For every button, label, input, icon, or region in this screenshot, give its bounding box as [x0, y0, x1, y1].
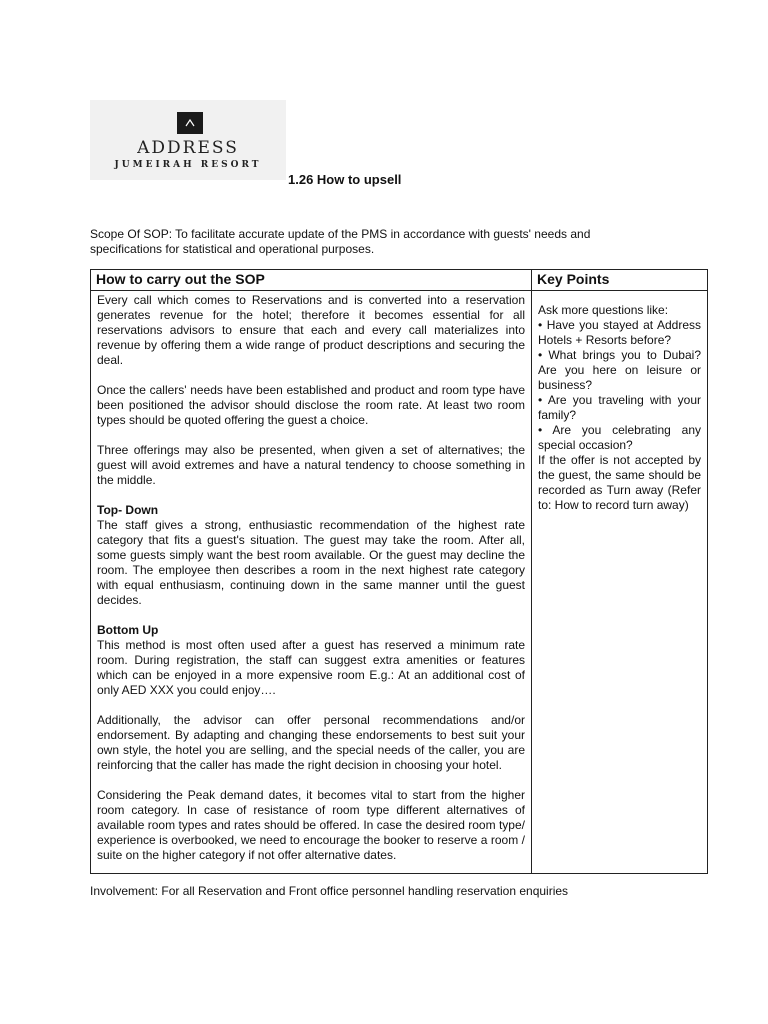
- key-point-turn-away: If the offer is not accepted by the guest, the same should be recorded as Turn away (Refer to: How to record turn away): [538, 453, 701, 512]
- paragraph-room-rate: Once the callers' needs have been established and product and room type have been positioned the advisor should disclose the room rate. At least two room types should be quoted offering the guest a choice.: [97, 383, 525, 427]
- column-header-how-to: How to carry out the SOP: [91, 270, 532, 291]
- paragraph-intro: Every call which comes to Reservations and is converted into a reservation generates revenue for the hotel; therefore it becomes essential for all reservations advisors to ensure that each and every call materializes into revenue by offering them a wide range of product descriptions and securing the deal.: [97, 293, 525, 367]
- heading-top-down: Top- Down: [97, 503, 159, 517]
- paragraph-bottom-up: This method is most often used after a guest has reserved a minimum rate room. During registration, the staff can suggest extra amenities or features which can be enjoyed in a more expensive room E.g.: At an additional cost of only AED XXX you could enjoy….: [97, 638, 525, 697]
- column-header-key-points: Key Points: [532, 270, 708, 291]
- how-to-cell: [91, 291, 532, 874]
- logo-name: ADDRESS: [137, 138, 239, 158]
- document-title: 1.26 How to upsell: [288, 172, 402, 187]
- table-header-row: [91, 270, 708, 291]
- sop-table: [90, 269, 708, 874]
- heading-bottom-up: Bottom Up: [97, 623, 159, 637]
- key-point-occasion: • Are you celebrating any special occasion?: [538, 423, 701, 452]
- involvement-text: Involvement: For all Reservation and Front office personnel handling reservation enquiries: [90, 884, 569, 898]
- key-points-intro: Ask more questions like:: [538, 303, 669, 317]
- paragraph-top-down: The staff gives a strong, enthusiastic recommendation of the highest rate category that fits a guest's situation. The guest may take the room. After all, some guests simply want the best room available. Or the guest may decline the room. The employee then describes a room in the next highest rate category with equal enthusiasm, continuing down in the same manner until the guest decides.: [97, 518, 525, 607]
- paragraph-additionally: Additionally, the advisor can offer personal recommendations and/or endorsement. By adapting and changing these endorsements to best suit your own style, the hotel you are selling, and the special needs of the caller, you are reinforcing that the caller has made the right decision in choosing your hotel.: [97, 713, 525, 772]
- key-point-family: • Are you traveling with your family?: [538, 393, 701, 422]
- table-body-row: [91, 291, 708, 874]
- paragraph-peak-demand: Considering the Peak demand dates, it becomes vital to start from the higher room category. In case of resistance of room type different alternatives of available room types and rates should be offered. In case the desired room type/ experience is overbooked, we need to encourage the booker to reserve a room / suite on the higher category if not offer alternative dates.: [97, 788, 525, 862]
- key-point-stayed-before: • Have you stayed at Address Hotels + Resorts before?: [538, 318, 701, 347]
- company-logo: [90, 100, 286, 180]
- logo-subtitle: JUMEIRAH RESORT: [114, 160, 262, 170]
- paragraph-three-offerings: Three offerings may also be presented, when given a set of alternatives; the guest will avoid extremes and have a natural tendency to choose something in the middle.: [97, 443, 525, 487]
- key-points-cell: [532, 291, 708, 874]
- key-point-reason-visit: • What brings you to Dubai? Are you here on leisure or business?: [538, 348, 701, 392]
- scope-text: Scope Of SOP: To facilitate accurate update of the PMS in accordance with guests' needs and specifications for statistical and operational purposes.: [90, 227, 591, 256]
- logo-caret-icon: [177, 112, 203, 134]
